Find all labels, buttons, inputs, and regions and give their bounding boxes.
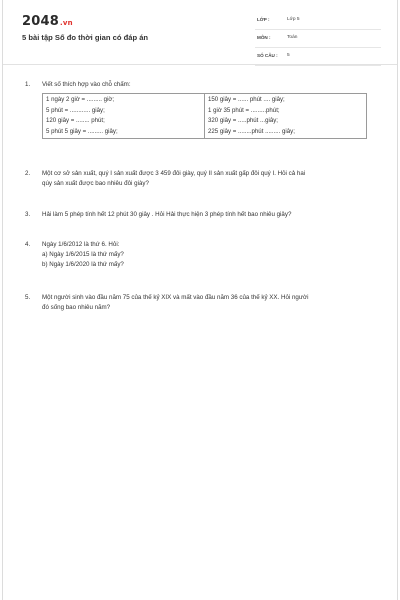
meta-label: SỐ CÂU : [257,53,278,58]
document-meta [255,14,381,68]
meta-row-question-count [255,50,381,66]
question-text-line: Ngày 1/6/2012 là thứ 6. Hỏi: [42,241,120,248]
question-number: 5. [25,294,31,301]
fill-in-table [42,93,367,139]
fill-in-item: 120 giây = ........ phút; [46,117,105,124]
question-number: 2. [25,170,31,177]
meta-label: LỚP : [257,17,270,22]
fill-in-right-column [205,94,367,139]
logo-suffix-text: .vn [59,19,73,27]
question-number: 3. [25,211,31,218]
fill-in-item: 5 phút 5 giây = ......... giây; [46,127,118,135]
fill-in-item: 1 giờ 35 phút = .........phút; [208,106,280,114]
fill-in-item: 5 phút = ............ giây; [46,106,105,114]
meta-row-class [255,14,381,30]
fill-in-item: 320 giây = .....phút ...giây; [208,117,278,124]
meta-value: Toán [287,35,298,40]
question-number: 1. [25,81,31,88]
question-text-line: Một người sinh vào đầu năm 75 của thế kỷ XIX và mất vào đầu năm 36 của thế kỷ XX. Hỏi người [42,294,309,301]
question-text-line: qúy sản xuất được bao nhiêu đôi giày? [42,180,149,187]
meta-value: 5 [287,53,290,58]
question-text-line: đó sống bao nhiêu năm? [42,304,111,311]
meta-row-subject [255,32,381,48]
document-page [2,0,398,600]
fill-in-item: 150 giây = ...... phút .... giây; [208,96,285,103]
question-text: Viết số thích hợp vào chỗ chấm: [42,81,131,88]
fill-in-left-column [43,94,205,139]
question-number: 4. [25,241,31,248]
document-title: 5 bài tập Số đo thời gian có đáp án [22,33,149,42]
question-text-line: Một cơ sở sản xuất, quý I sản xuất được 3 459 đôi giày, quý II sản xuất gấp đôi quý I. Hỏi cả hai [42,170,306,177]
meta-value: Lớp 5 [287,17,300,22]
question-text-line: b) Ngày 1/6/2020 là thứ mấy? [42,261,124,268]
site-logo[interactable] [22,14,73,29]
logo-main-text: 2048 [22,14,59,29]
fill-in-item: 1 ngày 2 giờ = ......... giờ; [46,96,115,103]
fill-in-item: 225 giây = ........phút ......... giây; [208,127,295,135]
document-header [3,0,397,65]
question-text-line: Hải làm 5 phép tính hết 12 phút 30 giây . Hỏi Hải thực hiện 3 phép tính hết bao nhiêu giây? [42,211,292,218]
meta-label: MÔN : [257,35,271,40]
question-text-line: a) Ngày 1/6/2015 là thứ mấy? [42,251,124,258]
